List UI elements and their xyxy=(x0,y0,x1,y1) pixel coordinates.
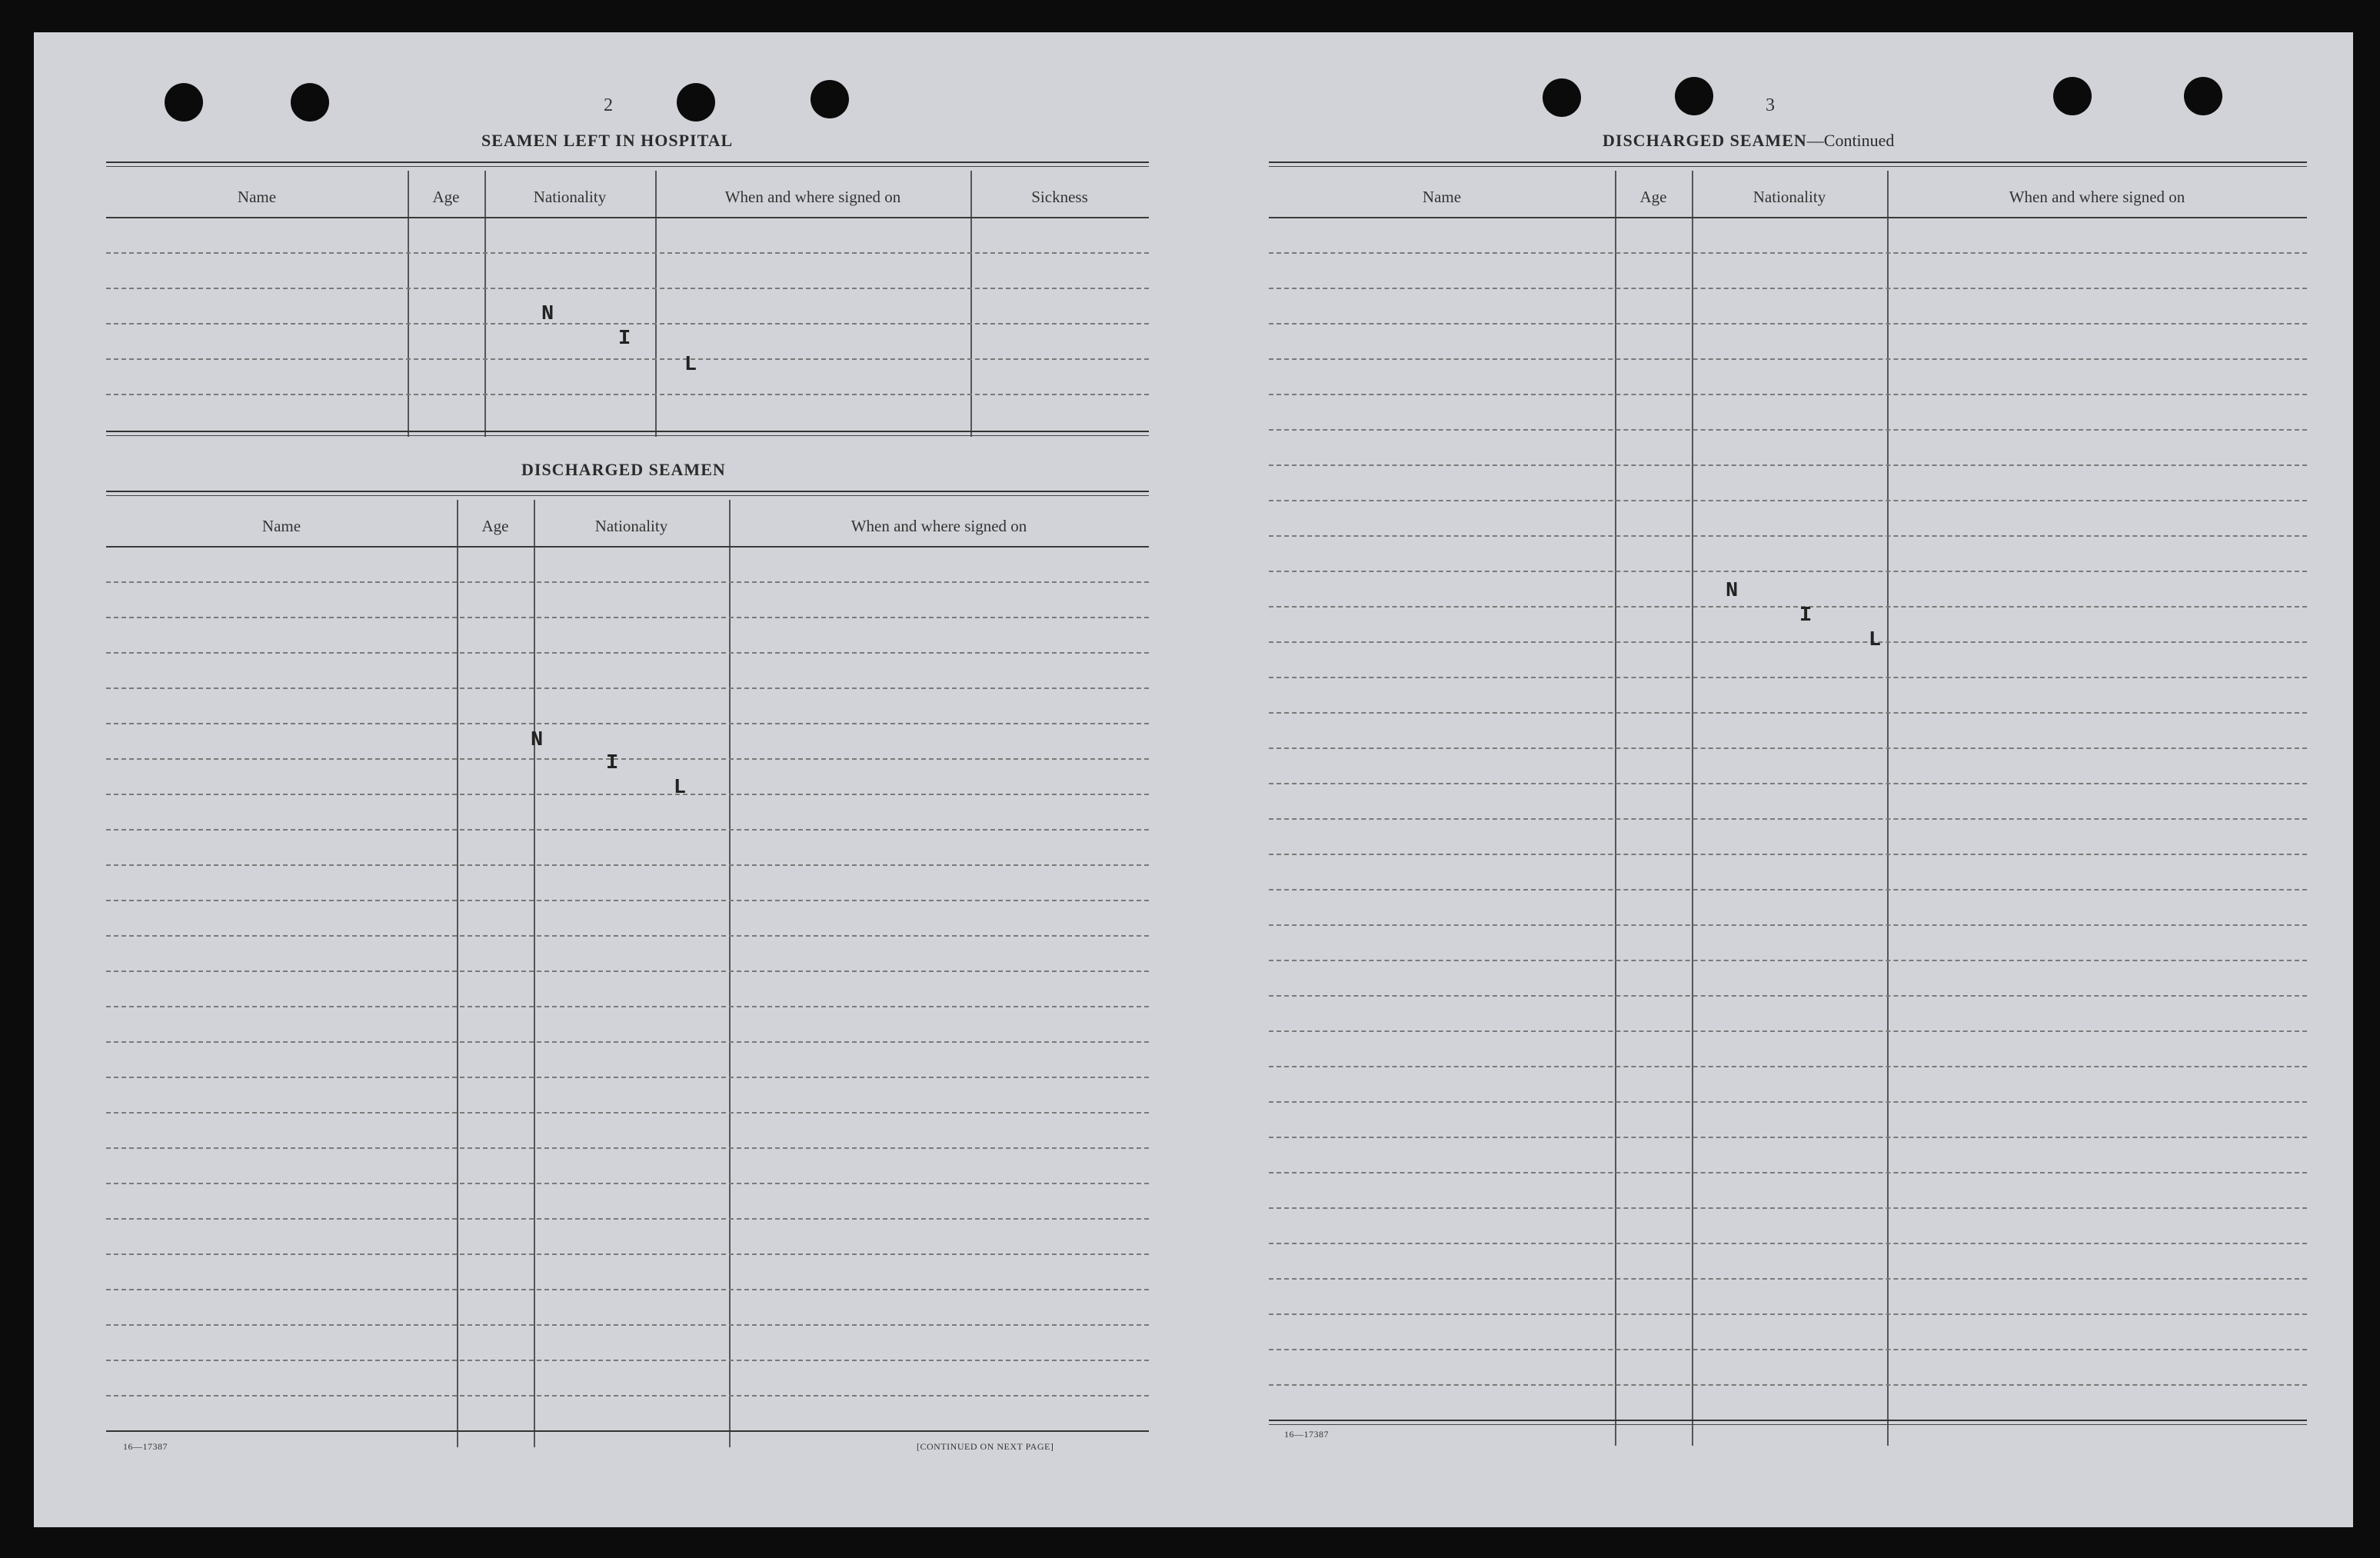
form-number-right: 16—17387 xyxy=(1284,1429,1329,1440)
punch-hole xyxy=(811,80,849,118)
discharged-table-right xyxy=(1269,161,2307,1446)
nil-entry-letter: L xyxy=(1869,629,1882,652)
nil-entry-letter: L xyxy=(674,777,687,800)
punch-hole xyxy=(677,83,715,122)
page-number-right: 3 xyxy=(1766,95,1775,115)
column-header-nationality: Nationality xyxy=(594,517,668,535)
nil-entry-letter: N xyxy=(541,303,554,326)
form-number-left: 16—17387 xyxy=(123,1441,168,1452)
nil-entry-letter: I xyxy=(618,328,631,351)
title-suffix: —Continued xyxy=(1806,131,1895,150)
punch-hole xyxy=(165,83,203,122)
hospital-table xyxy=(106,161,1149,437)
column-header-age: Age xyxy=(432,188,460,206)
punch-hole xyxy=(291,83,329,122)
column-header-signed-on: When and where signed on xyxy=(850,517,1027,535)
punch-hole xyxy=(2184,77,2222,115)
hospital-table-title: SEAMEN LEFT IN HOSPITAL xyxy=(481,131,734,150)
discharged-table-title: DISCHARGED SEAMEN xyxy=(521,460,726,479)
column-header-name: Name xyxy=(261,517,301,535)
column-header-name: Name xyxy=(237,188,277,206)
title-text: DISCHARGED SEAMEN xyxy=(1603,131,1807,150)
nil-entry-letter: N xyxy=(1726,580,1739,603)
column-header-name: Name xyxy=(1422,188,1462,206)
punch-hole xyxy=(1675,77,1713,115)
punch-hole xyxy=(2053,77,2092,115)
column-header-sickness: Sickness xyxy=(1031,188,1088,206)
column-header-nationality: Nationality xyxy=(533,188,607,206)
page-number-left: 2 xyxy=(604,95,613,115)
nil-entry-letter: N xyxy=(531,729,544,752)
column-header-signed-on: When and where signed on xyxy=(724,188,901,206)
punch-hole xyxy=(1543,78,1581,117)
column-header-nationality: Nationality xyxy=(1753,188,1826,206)
nil-entry-letter: I xyxy=(1799,604,1812,628)
continued-note: [CONTINUED ON NEXT PAGE] xyxy=(917,1441,1054,1452)
column-header-signed-on: When and where signed on xyxy=(2009,188,2185,206)
nil-entry-letter: I xyxy=(606,752,619,775)
column-header-age: Age xyxy=(481,517,509,535)
document-sheet xyxy=(34,32,2353,1527)
nil-entry-letter: L xyxy=(684,354,697,377)
column-header-age: Age xyxy=(1639,188,1667,206)
discharged-continued-title xyxy=(1603,131,1894,151)
discharged-table-left xyxy=(106,491,1149,1447)
